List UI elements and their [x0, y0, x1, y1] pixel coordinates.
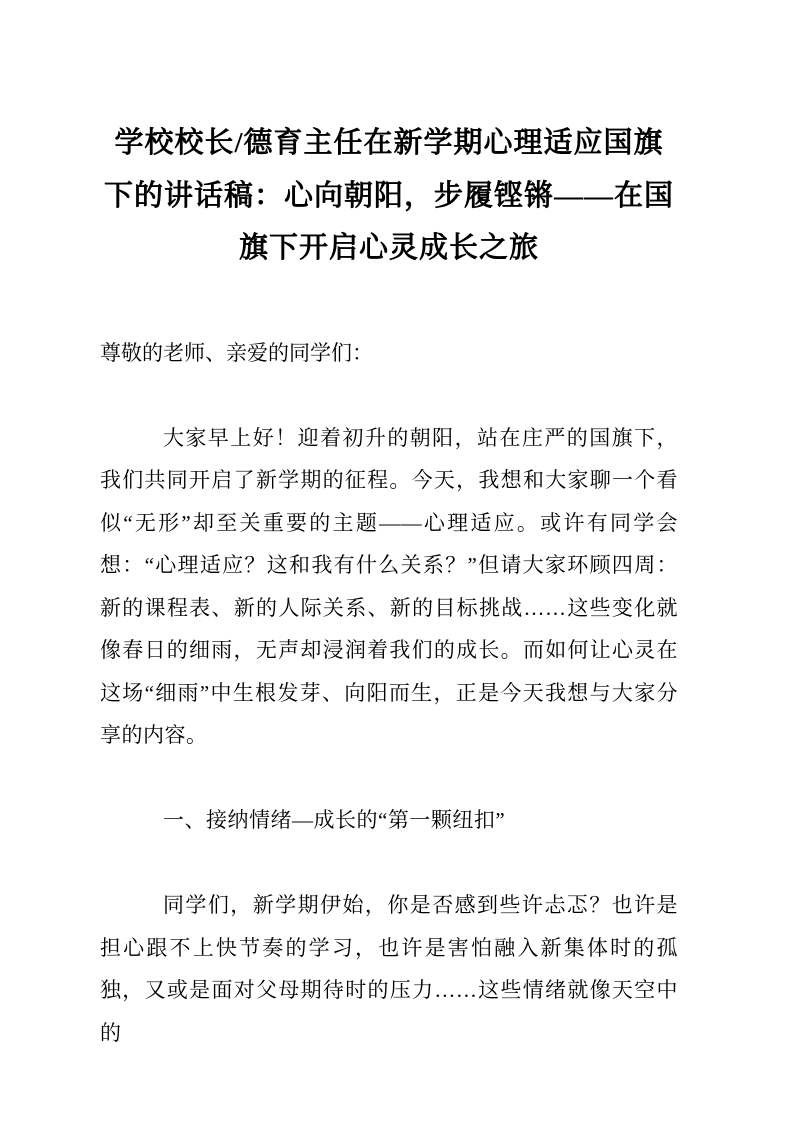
document-title: 学校校长/德育主任在新学期心理适应国旗下的讲话稿：心向朝阳，步履铿锵——在国旗下开启心灵成长之旅	[103, 127, 674, 264]
salutation-line: 尊敬的老师、亲爱的同学们：	[100, 340, 373, 365]
section-heading-1: 一、接纳情绪—成长的“第一颗纽扣”	[163, 808, 506, 832]
body-paragraph-2: 同学们，新学期伊始，你是否感到些许忐忑？也许是担心跟不上快节奏的学习，也许是害怕融入新集体时的孤独，又或是面对父母期待时的压力……这些情绪就像天空中的	[100, 893, 678, 1045]
body-paragraph-1: 大家早上好！迎着初升的朝阳，站在庄严的国旗下，我们共同开启了新学期的征程。今天，我想和大家聊一个看似“无形”却至关重要的主题——心理适应。或许有同学会想：“心理适应？这和我有什么关系？”但请大家环顾四周：新的课程表、新的人际关系、新的目标挑战……这些变化就像春日的细雨，无声却浸润着我们的成长。而如何让心灵在这场“细雨”中生根发芽、向阳而生，正是今天我想与大家分享的内容。	[100, 425, 678, 747]
